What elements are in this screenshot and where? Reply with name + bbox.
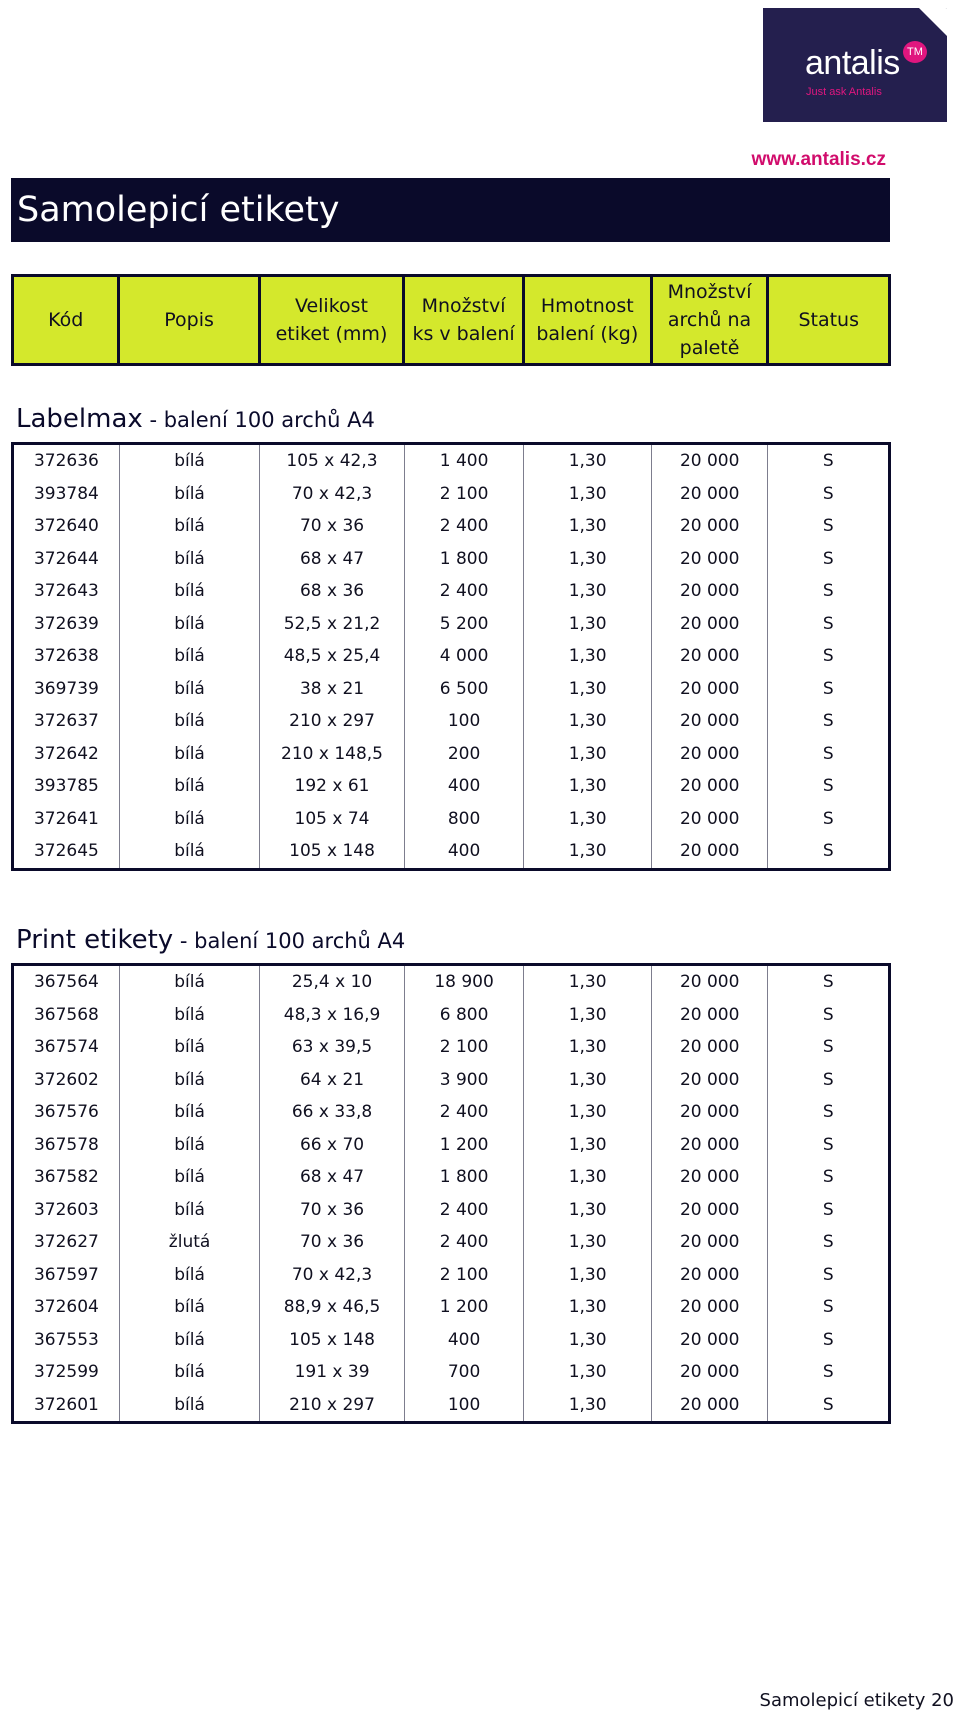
table-cell: 1,30	[524, 1161, 652, 1194]
table-cell: 1,30	[524, 1324, 652, 1357]
table-cell: S	[768, 444, 890, 478]
table-cell: 1,30	[524, 738, 652, 771]
table-cell: 2 100	[404, 1259, 524, 1292]
table-row	[13, 444, 890, 478]
table-cell: 70 x 42,3	[260, 478, 405, 511]
column-header	[13, 276, 119, 365]
table-cell: bílá	[119, 1194, 260, 1227]
table-cell: 2 400	[404, 510, 524, 543]
table-cell: bílá	[119, 543, 259, 576]
table-cell: bílá	[119, 1096, 260, 1129]
table-cell: 105 x 74	[260, 803, 405, 836]
table-cell: 400	[404, 835, 524, 869]
table-cell: bílá	[119, 738, 259, 771]
column-header	[404, 276, 524, 365]
table-row	[13, 1389, 890, 1423]
column-header-line: Velikost	[294, 295, 369, 317]
table-cell: S	[768, 575, 890, 608]
column-header	[259, 276, 403, 365]
table-cell: 20 000	[651, 1259, 768, 1292]
table-cell: bílá	[119, 1064, 260, 1097]
table-cell: 367553	[13, 1324, 120, 1357]
table-cell: bílá	[119, 803, 259, 836]
table-cell: 1,30	[524, 1389, 652, 1423]
table-cell: 1,30	[524, 1356, 652, 1389]
table-cell: bílá	[119, 1291, 260, 1324]
table-cell: 700	[404, 1356, 524, 1389]
table-cell: 1,30	[524, 510, 652, 543]
section-title-subtitle: - balení 100 archů A4	[142, 408, 375, 432]
table-cell: bílá	[119, 1389, 260, 1423]
table-cell: bílá	[119, 575, 259, 608]
table-row	[13, 640, 890, 673]
table-cell: 1,30	[524, 1226, 652, 1259]
table-cell: 20 000	[651, 478, 768, 511]
table-cell: bílá	[119, 510, 259, 543]
table-cell: 191 x 39	[260, 1356, 404, 1389]
column-header-line: Množství	[421, 295, 506, 317]
table-cell: 1,30	[524, 770, 652, 803]
table-cell: bílá	[119, 1324, 260, 1357]
table-cell: 369739	[13, 673, 120, 706]
section-title-main: Print etikety	[16, 925, 174, 955]
table-cell: 48,5 x 25,4	[260, 640, 405, 673]
table-cell: 20 000	[651, 770, 768, 803]
table-cell: 400	[404, 1324, 524, 1357]
table-cell: 1,30	[524, 575, 652, 608]
table-cell: 1 800	[404, 1161, 524, 1194]
table-cell: 20 000	[651, 510, 768, 543]
table-cell: 3 900	[404, 1064, 524, 1097]
table-cell: 1,30	[524, 835, 652, 869]
table-row	[13, 1129, 890, 1162]
table-row	[13, 1194, 890, 1227]
table-row	[13, 999, 890, 1032]
table-cell: 393784	[13, 478, 120, 511]
table-cell: žlutá	[119, 1226, 260, 1259]
table-cell: 372642	[13, 738, 120, 771]
table-cell: 2 400	[404, 1226, 524, 1259]
table-cell: 1,30	[524, 1194, 652, 1227]
table-cell: 1 400	[404, 444, 524, 478]
table-cell: 66 x 70	[260, 1129, 404, 1162]
table-cell: 372627	[13, 1226, 120, 1259]
table-cell: S	[768, 510, 890, 543]
table-cell: 88,9 x 46,5	[260, 1291, 404, 1324]
table-cell: S	[768, 803, 890, 836]
table-cell: 372636	[13, 444, 120, 478]
table-row	[13, 608, 890, 641]
table-cell: 2 400	[404, 575, 524, 608]
table-cell: bílá	[119, 640, 259, 673]
table-cell: S	[768, 1064, 890, 1097]
table-row	[13, 705, 890, 738]
table-cell: S	[768, 673, 890, 706]
table-cell: 20 000	[651, 999, 768, 1032]
table-cell: bílá	[119, 608, 259, 641]
table-cell: 1,30	[524, 478, 652, 511]
table-cell: 1 200	[404, 1291, 524, 1324]
logo-tm-badge: TM	[903, 41, 927, 63]
website-url[interactable]: www.antalis.cz	[751, 149, 886, 170]
table-cell: 5 200	[404, 608, 524, 641]
table-row	[13, 1064, 890, 1097]
table-row	[13, 835, 890, 869]
table-row	[13, 770, 890, 803]
table-cell: S	[768, 1031, 890, 1064]
column-header-line: archů na	[667, 309, 752, 331]
logo-tagline: Just ask Antalis	[806, 86, 882, 98]
table-cell: S	[768, 543, 890, 576]
table-row	[13, 1291, 890, 1324]
column-header-table	[11, 274, 891, 366]
table-cell: 100	[404, 1389, 524, 1423]
table-cell: 20 000	[651, 575, 768, 608]
table-cell: bílá	[119, 705, 259, 738]
table-cell: bílá	[119, 1356, 260, 1389]
table-cell: 2 100	[404, 478, 524, 511]
table-cell: 20 000	[651, 1356, 768, 1389]
table-cell: 210 x 297	[260, 705, 405, 738]
column-header-line: Množství	[667, 281, 752, 303]
table-cell: 100	[404, 705, 524, 738]
table-cell: S	[768, 1259, 890, 1292]
table-row	[13, 1324, 890, 1357]
table-cell: 1,30	[524, 543, 652, 576]
table-cell: 372644	[13, 543, 120, 576]
column-header-line: ks v balení	[412, 323, 515, 345]
product-table	[11, 963, 891, 1424]
table-cell: S	[768, 1324, 890, 1357]
column-header-line: Kód	[48, 309, 84, 331]
table-cell: 1,30	[524, 1031, 652, 1064]
table-cell: 800	[404, 803, 524, 836]
page-curl-corner	[913, 8, 947, 42]
table-cell: 372603	[13, 1194, 120, 1227]
table-cell: 63 x 39,5	[260, 1031, 404, 1064]
table-cell: bílá	[119, 770, 259, 803]
table-cell: 372638	[13, 640, 120, 673]
table-row	[13, 1096, 890, 1129]
table-cell: 1,30	[524, 1291, 652, 1324]
table-cell: 372643	[13, 575, 120, 608]
table-cell: 25,4 x 10	[260, 965, 404, 999]
table-row	[13, 510, 890, 543]
column-header-line: etiket (mm)	[275, 323, 388, 345]
table-cell: 20 000	[651, 835, 768, 869]
table-row	[13, 965, 890, 999]
table-cell: 1 200	[404, 1129, 524, 1162]
table-cell: 367564	[13, 965, 120, 999]
table-cell: S	[768, 1129, 890, 1162]
table-cell: bílá	[119, 835, 259, 869]
table-cell: 372641	[13, 803, 120, 836]
table-cell: S	[768, 835, 890, 869]
table-cell: 20 000	[651, 803, 768, 836]
table-cell: S	[768, 770, 890, 803]
table-cell: bílá	[119, 1129, 260, 1162]
section-title-main: Labelmax	[16, 404, 143, 434]
table-cell: 20 000	[651, 543, 768, 576]
column-header	[523, 276, 651, 365]
table-cell: bílá	[119, 999, 260, 1032]
table-cell: 1,30	[524, 965, 652, 999]
table-cell: 68 x 47	[260, 543, 405, 576]
table-cell: 1,30	[524, 1064, 652, 1097]
table-cell: 1,30	[524, 1129, 652, 1162]
table-cell: 372640	[13, 510, 120, 543]
table-row	[13, 478, 890, 511]
table-cell: 20 000	[651, 1389, 768, 1423]
table-cell: bílá	[119, 673, 259, 706]
table-row	[13, 673, 890, 706]
table-cell: 20 000	[651, 1129, 768, 1162]
table-row	[13, 1161, 890, 1194]
table-cell: 70 x 36	[260, 1226, 404, 1259]
table-cell: 20 000	[651, 608, 768, 641]
product-table	[11, 442, 891, 871]
table-cell: 1,30	[524, 803, 652, 836]
table-cell: 1,30	[524, 673, 652, 706]
table-cell: 200	[404, 738, 524, 771]
table-cell: 372599	[13, 1356, 120, 1389]
table-cell: 6 800	[404, 999, 524, 1032]
table-cell: 20 000	[651, 1064, 768, 1097]
table-cell: 367582	[13, 1161, 120, 1194]
table-cell: 66 x 33,8	[260, 1096, 404, 1129]
table-cell: 18 900	[404, 965, 524, 999]
table-cell: 210 x 297	[260, 1389, 404, 1423]
table-cell: 1,30	[524, 705, 652, 738]
table-cell: bílá	[119, 965, 260, 999]
table-cell: S	[768, 1096, 890, 1129]
table-cell: 20 000	[651, 1194, 768, 1227]
column-header-line: Status	[798, 309, 859, 331]
table-cell: 20 000	[651, 1324, 768, 1357]
table-row	[13, 1259, 890, 1292]
table-cell: 210 x 148,5	[260, 738, 405, 771]
table-cell: bílá	[119, 1161, 260, 1194]
table-cell: S	[768, 1226, 890, 1259]
table-cell: 64 x 21	[260, 1064, 404, 1097]
table-cell: 70 x 36	[260, 1194, 404, 1227]
logo-brand-text: antalis	[805, 44, 900, 82]
table-cell: S	[768, 999, 890, 1032]
table-cell: 48,3 x 16,9	[260, 999, 404, 1032]
title-bar	[11, 178, 890, 242]
table-row	[13, 1226, 890, 1259]
column-header-row	[13, 276, 890, 365]
table-cell: 1,30	[524, 608, 652, 641]
table-cell: 400	[404, 770, 524, 803]
table-cell: 2 100	[404, 1031, 524, 1064]
table-cell: 393785	[13, 770, 120, 803]
table-cell: S	[768, 738, 890, 771]
table-cell: S	[768, 705, 890, 738]
table-cell: 105 x 148	[260, 835, 405, 869]
table-cell: 1,30	[524, 999, 652, 1032]
table-cell: 1,30	[524, 640, 652, 673]
table-row	[13, 575, 890, 608]
table-cell: bílá	[119, 478, 259, 511]
table-cell: S	[768, 1389, 890, 1423]
table-row	[13, 738, 890, 771]
table-cell: 20 000	[651, 1096, 768, 1129]
table-row	[13, 1356, 890, 1389]
table-cell: bílá	[119, 444, 259, 478]
table-cell: 20 000	[651, 965, 768, 999]
table-cell: 2 400	[404, 1194, 524, 1227]
table-cell: 372645	[13, 835, 120, 869]
table-cell: 38 x 21	[260, 673, 405, 706]
table-cell: S	[768, 640, 890, 673]
table-cell: S	[768, 1356, 890, 1389]
column-header-line: balení (kg)	[536, 323, 639, 345]
table-cell: 68 x 47	[260, 1161, 404, 1194]
table-cell: 367576	[13, 1096, 120, 1129]
table-cell: 367578	[13, 1129, 120, 1162]
table-cell: 20 000	[651, 1031, 768, 1064]
column-header	[651, 276, 768, 365]
table-cell: 192 x 61	[260, 770, 405, 803]
page-title: Samolepicí etikety	[17, 190, 340, 230]
table-cell: 372604	[13, 1291, 120, 1324]
table-cell: 372601	[13, 1389, 120, 1423]
table-cell: 20 000	[651, 1161, 768, 1194]
table-cell: 105 x 42,3	[260, 444, 405, 478]
table-cell: 20 000	[651, 705, 768, 738]
table-cell: 1,30	[524, 1259, 652, 1292]
table-cell: 52,5 x 21,2	[260, 608, 405, 641]
section-title	[16, 925, 405, 955]
table-cell: 20 000	[651, 673, 768, 706]
table-row	[13, 803, 890, 836]
table-cell: 367568	[13, 999, 120, 1032]
table-cell: 20 000	[651, 640, 768, 673]
table-row	[13, 1031, 890, 1064]
table-cell: S	[768, 965, 890, 999]
table-cell: S	[768, 1291, 890, 1324]
table-cell: 372639	[13, 608, 120, 641]
table-cell: 105 x 148	[260, 1324, 404, 1357]
table-cell: 1 800	[404, 543, 524, 576]
section-title	[16, 404, 375, 434]
table-cell: S	[768, 1194, 890, 1227]
column-header-line: Hmotnost	[540, 295, 634, 317]
column-header	[119, 276, 259, 365]
table-cell: 1,30	[524, 1096, 652, 1129]
column-header	[768, 276, 890, 365]
table-cell: 70 x 42,3	[260, 1259, 404, 1292]
table-cell: 20 000	[651, 1291, 768, 1324]
column-header-line: Popis	[164, 309, 214, 331]
table-cell: 4 000	[404, 640, 524, 673]
table-cell: 20 000	[651, 738, 768, 771]
table-cell: S	[768, 1161, 890, 1194]
table-cell: bílá	[119, 1259, 260, 1292]
table-cell: bílá	[119, 1031, 260, 1064]
column-header-line: paletě	[679, 337, 740, 359]
antalis-logo	[763, 8, 947, 122]
table-cell: 2 400	[404, 1096, 524, 1129]
table-cell: 367597	[13, 1259, 120, 1292]
table-cell: 70 x 36	[260, 510, 405, 543]
table-cell: 68 x 36	[260, 575, 405, 608]
table-cell: S	[768, 478, 890, 511]
table-cell: 372602	[13, 1064, 120, 1097]
table-cell: S	[768, 608, 890, 641]
section-title-subtitle: - balení 100 archů A4	[173, 929, 406, 953]
table-cell: 20 000	[651, 444, 768, 478]
table-cell: 1,30	[524, 444, 652, 478]
table-row	[13, 543, 890, 576]
table-cell: 367574	[13, 1031, 120, 1064]
table-cell: 6 500	[404, 673, 524, 706]
page-footer: Samolepicí etikety 20	[759, 1690, 954, 1711]
table-cell: 372637	[13, 705, 120, 738]
table-cell: 20 000	[651, 1226, 768, 1259]
